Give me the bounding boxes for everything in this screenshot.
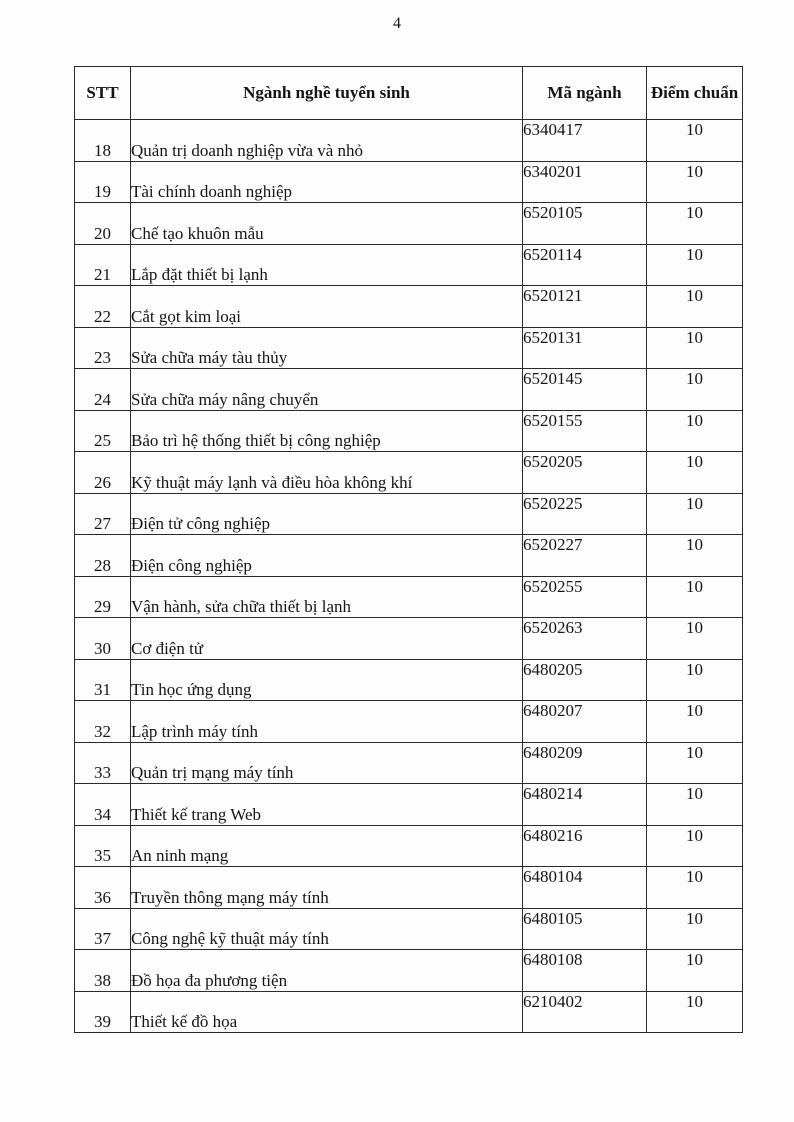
row-program-code: 6520225 — [523, 493, 647, 535]
row-program-name: Lắp đặt thiết bị lạnh — [131, 244, 523, 286]
row-program-name: Cơ điện tử — [131, 618, 523, 660]
row-cutoff-score: 10 — [647, 410, 743, 452]
row-program-name: Công nghệ kỹ thuật máy tính — [131, 908, 523, 950]
row-program-code: 6520145 — [523, 369, 647, 411]
row-program-code: 6520121 — [523, 286, 647, 328]
row-cutoff-score: 10 — [647, 286, 743, 328]
table-row — [75, 576, 743, 618]
table-row — [75, 327, 743, 369]
row-stt: 30 — [75, 618, 131, 660]
row-stt: 32 — [75, 701, 131, 743]
row-cutoff-score: 10 — [647, 327, 743, 369]
row-program-name: Sửa chữa máy nâng chuyển — [131, 369, 523, 411]
row-stt: 39 — [75, 991, 131, 1033]
row-cutoff-score: 10 — [647, 742, 743, 784]
table-row — [75, 286, 743, 328]
row-stt: 21 — [75, 244, 131, 286]
page-number: 4 — [393, 15, 401, 32]
row-cutoff-score: 10 — [647, 452, 743, 494]
table-row — [75, 161, 743, 203]
row-program-name: Tài chính doanh nghiệp — [131, 161, 523, 203]
row-program-code: 6480105 — [523, 908, 647, 950]
row-program-code: 6480209 — [523, 742, 647, 784]
row-program-name: Tin học ứng dụng — [131, 659, 523, 701]
row-stt: 19 — [75, 161, 131, 203]
row-program-name: Quản trị mạng máy tính — [131, 742, 523, 784]
row-stt: 36 — [75, 867, 131, 909]
row-program-code: 6480108 — [523, 950, 647, 992]
table-body — [75, 120, 743, 1033]
row-program-name: Kỹ thuật máy lạnh và điều hòa không khí — [131, 452, 523, 494]
row-program-code: 6520227 — [523, 535, 647, 577]
table-row — [75, 203, 743, 245]
row-cutoff-score: 10 — [647, 867, 743, 909]
row-stt: 22 — [75, 286, 131, 328]
row-program-code: 6340201 — [523, 161, 647, 203]
row-program-code: 6520155 — [523, 410, 647, 452]
row-cutoff-score: 10 — [647, 120, 743, 162]
row-stt: 33 — [75, 742, 131, 784]
row-stt: 29 — [75, 576, 131, 618]
row-program-code: 6480205 — [523, 659, 647, 701]
row-program-code: 6480214 — [523, 784, 647, 826]
table-row — [75, 410, 743, 452]
table-row — [75, 120, 743, 162]
row-program-name: Cắt gọt kim loại — [131, 286, 523, 328]
row-stt: 35 — [75, 825, 131, 867]
table-row — [75, 825, 743, 867]
row-program-name: Điện tử công nghiệp — [131, 493, 523, 535]
row-program-name: Thiết kế đồ họa — [131, 991, 523, 1033]
row-cutoff-score: 10 — [647, 825, 743, 867]
table-row — [75, 493, 743, 535]
row-cutoff-score: 10 — [647, 784, 743, 826]
row-stt: 26 — [75, 452, 131, 494]
row-program-name: Lập trình máy tính — [131, 701, 523, 743]
table-row — [75, 618, 743, 660]
table-row — [75, 535, 743, 577]
row-cutoff-score: 10 — [647, 576, 743, 618]
row-cutoff-score: 10 — [647, 161, 743, 203]
header-cutoff-score: Điểm chuẩn — [647, 67, 743, 120]
row-stt: 18 — [75, 120, 131, 162]
table-row — [75, 701, 743, 743]
row-program-code: 6520131 — [523, 327, 647, 369]
row-program-code: 6520255 — [523, 576, 647, 618]
table-row — [75, 659, 743, 701]
row-program-code: 6480216 — [523, 825, 647, 867]
row-program-code: 6480207 — [523, 701, 647, 743]
row-stt: 34 — [75, 784, 131, 826]
row-program-code: 6480104 — [523, 867, 647, 909]
row-stt: 24 — [75, 369, 131, 411]
row-program-name: Truyền thông mạng máy tính — [131, 867, 523, 909]
row-cutoff-score: 10 — [647, 369, 743, 411]
table-row — [75, 742, 743, 784]
row-stt: 38 — [75, 950, 131, 992]
row-cutoff-score: 10 — [647, 908, 743, 950]
table-row — [75, 950, 743, 992]
table-row — [75, 991, 743, 1033]
row-program-name: Điện công nghiệp — [131, 535, 523, 577]
row-program-name: Sửa chữa máy tàu thủy — [131, 327, 523, 369]
row-program-name: Đồ họa đa phương tiện — [131, 950, 523, 992]
table-row — [75, 369, 743, 411]
row-stt: 37 — [75, 908, 131, 950]
row-stt: 25 — [75, 410, 131, 452]
admissions-table — [74, 66, 743, 1033]
row-cutoff-score: 10 — [647, 203, 743, 245]
row-cutoff-score: 10 — [647, 535, 743, 577]
row-program-code: 6210402 — [523, 991, 647, 1033]
table-row — [75, 244, 743, 286]
table-row — [75, 867, 743, 909]
table-header-row — [75, 67, 743, 120]
row-cutoff-score: 10 — [647, 618, 743, 660]
table-row — [75, 452, 743, 494]
row-cutoff-score: 10 — [647, 991, 743, 1033]
row-program-name: An ninh mạng — [131, 825, 523, 867]
row-program-name: Bảo trì hệ thống thiết bị công nghiệp — [131, 410, 523, 452]
table-row — [75, 784, 743, 826]
header-program-name: Ngành nghề tuyển sinh — [131, 67, 523, 120]
row-stt: 23 — [75, 327, 131, 369]
row-program-code: 6520263 — [523, 618, 647, 660]
header-program-code: Mã ngành — [523, 67, 647, 120]
row-cutoff-score: 10 — [647, 659, 743, 701]
row-program-name: Thiết kế trang Web — [131, 784, 523, 826]
row-cutoff-score: 10 — [647, 701, 743, 743]
row-stt: 20 — [75, 203, 131, 245]
row-stt: 27 — [75, 493, 131, 535]
row-cutoff-score: 10 — [647, 493, 743, 535]
row-program-name: Vận hành, sửa chữa thiết bị lạnh — [131, 576, 523, 618]
row-program-code: 6520105 — [523, 203, 647, 245]
row-program-code: 6520114 — [523, 244, 647, 286]
row-program-code: 6520205 — [523, 452, 647, 494]
row-stt: 31 — [75, 659, 131, 701]
header-stt: STT — [75, 67, 131, 120]
row-cutoff-score: 10 — [647, 950, 743, 992]
row-cutoff-score: 10 — [647, 244, 743, 286]
row-program-code: 6340417 — [523, 120, 647, 162]
row-program-name: Chế tạo khuôn mẫu — [131, 203, 523, 245]
table-row — [75, 908, 743, 950]
row-program-name: Quản trị doanh nghiệp vừa và nhỏ — [131, 120, 523, 162]
row-stt: 28 — [75, 535, 131, 577]
